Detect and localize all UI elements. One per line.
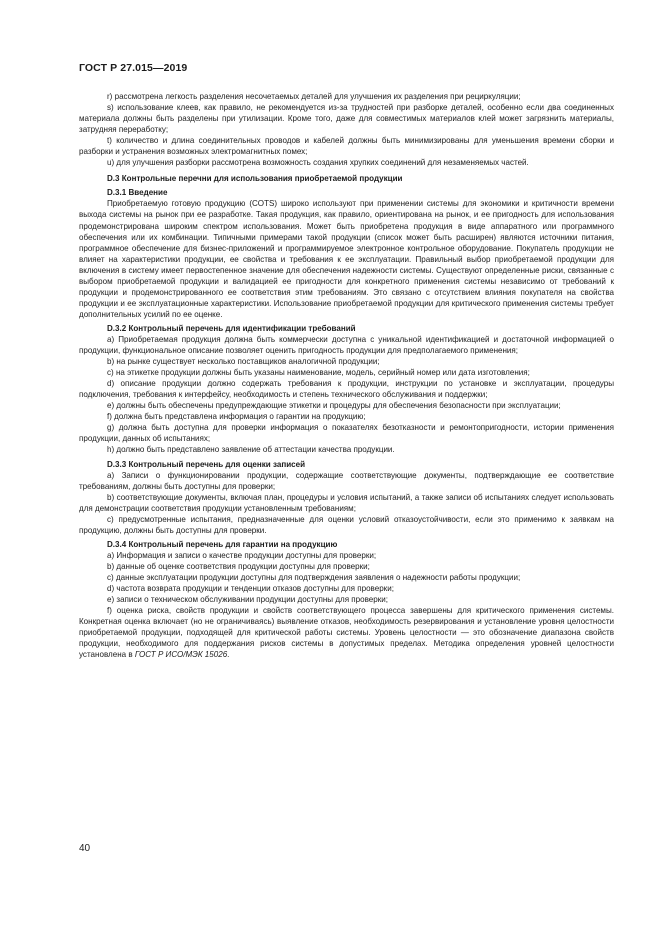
- list-item-s: s) использование клеев, как правило, не рекомендуется из-за трудностей при разборке деталей, особенно если два соединенных материала должны быть разделены при утилизации. Кроме того, даже для совместимых материалов клей может загрязнить материалы, затрудняя переработку;: [79, 103, 614, 135]
- list-item: a) Информация и записи о качестве продукции доступны для проверки;: [107, 550, 377, 560]
- list-item: b) данные об оценке соответствия продукции доступны для проверки;: [107, 561, 370, 571]
- subsection-heading-d3-3: D.3.3 Контрольный перечень для оценки записей: [107, 459, 306, 469]
- subsection-heading-d3-1: D.3.1 Введение: [107, 188, 168, 198]
- risk-assessment-text: f) оценка риска, свойств продукции и свойств соответствующего процесса завершены для критического применения системы. Конкретная оценка включает (но не ограничиваясь) выявление отказов, необходимость резервирования и установление уровня целостности приобретаемой продукции, подходящей для критической работы системы. Уровень целостности — это обозначение диапазона свойств продукции, необходимого для поддержания рисков системы в допустимых пределах. Методика определения уровней целостности установлена в: [79, 606, 614, 660]
- document-code-header: ГОСТ Р 27.015—2019: [79, 62, 188, 74]
- list-item: d) частота возврата продукции и тенденции отказов доступны для проверки;: [107, 584, 394, 594]
- list-item-t: t) количество и длина соединительных проводов и кабелей должны быть минимизированы для уменьшения времени сборки и разборки и устранения возможных электромагнитных помех;: [79, 136, 614, 157]
- section-heading-d3: D.3 Контрольные перечни для использования приобретаемой продукции: [107, 174, 403, 184]
- standard-reference: ГОСТ Р ИСО/МЭК 15026: [134, 650, 228, 660]
- page-number: 40: [79, 843, 91, 854]
- subsection-heading-d3-4: D.3.4 Контрольный перечень для гарантии на продукцию: [107, 539, 338, 549]
- list-item-u: u) для улучшения разборки рассмотрена возможность создания хрупких соединений для незаменяемых частей.: [107, 158, 529, 168]
- document-body: [79, 91, 614, 660]
- list-item: h) должно быть представлено заявление об аттестации качества продукции.: [107, 445, 395, 455]
- list-item: c) на этикетке продукции должны быть указаны наименование, модель, серийный номер или дата изготовления;: [107, 368, 530, 378]
- list-item: c) данные эксплуатации продукции доступны для подтверждения заявления о надежности работы продукции;: [107, 572, 521, 582]
- list-item-risk-assessment: [79, 605, 614, 660]
- list-item: a) Приобретаемая продукция должна быть коммерчески доступна с уникальной идентификацией и достаточной информацией о продукции, функциональное описание позволяет оценить пригодность продукции для предполагаемого применения;: [79, 334, 614, 356]
- list-item: c) предусмотренные испытания, предназначенные для оценки условий отказоустойчивости, если это применимо к заявкам на продукцию, должны быть доступны для проверки.: [79, 514, 614, 535]
- list-item: e) записи о техническом обслуживании продукции доступны для проверки;: [107, 595, 389, 605]
- list-item: d) описание продукции должно содержать требования к продукции, инструкции по установке и эксплуатации, процедуры подключения, требования к интерфейсу, необходимость и степень технического обслуживания и поддержки;: [79, 379, 614, 400]
- list-item: e) должны быть обеспечены предупреждающие этикетки и процедуры для обеспечения безопасности при эксплуатации;: [107, 401, 561, 411]
- list-item-r: r) рассмотрена легкость разделения несочетаемых деталей для улучшения их разделения при рециркуляции;: [107, 92, 521, 101]
- list-item: b) на рынке существует несколько поставщиков аналогичной продукции;: [107, 357, 380, 367]
- list-item: g) должна быть доступна для проверки информация о показателях безотказности и ремонтопригодности, истории применения продукции, данных об испытаниях;: [79, 423, 614, 444]
- list-item: b) соответствующие документы, включая план, процедуры и условия испытаний, а также записи об испытаниях следует использовать для демонстрации соответствия продукции установленным требованиям;: [79, 492, 614, 513]
- sentence-end: .: [227, 650, 230, 660]
- list-item: a) Записи о функционировании продукции, содержащие соответствующие документы, подтверждающие ее соответствие требованиям, должны быть доступны для проверки;: [79, 470, 614, 491]
- list-item: f) должна быть представлена информация о гарантии на продукцию;: [107, 412, 366, 422]
- subsection-heading-d3-2: D.3.2 Контрольный перечень для идентификации требований: [107, 323, 356, 333]
- intro-paragraph: Приобретаемую готовую продукцию (COTS) широко используют при применении системы для экономики и критичности времени выхода системы на рынок при ее разработке. Такая продукция, как правило, ориентирована на рынок, и ее пригодность для использования продемонстрирована широким спектром использования. Может быть приобретена продукция в виде аппаратного или программного обеспечения или их комбинации. Типичными примерами такой продукции (список может быть расширен) являются источники питания, программное обеспечение для бизнес-приложений и программируемое электронное контрольное оборудование. Покупатель продукции не влияет на характеристики продукции, ее свойства и требования к ее эксплуатации. Правильный выбор приобретаемой продукции для включения в систему имеет первостепенное значение для обеспечения надежности системы. Существуют определенные риски, связанные с выбором приобретаемой продукции и валидацией ее пригодности для конкретного применения системы независимо от требований к продукции и продемонстрированного ее соответствия этим требованиям. Это связано с отсутствием влияния покупателя на свойства продукции и ее эксплуатационные характеристики. Использование приобретаемой продукции для критического применения системы требует дополнительных усилий по ее оценке.: [79, 199, 614, 319]
